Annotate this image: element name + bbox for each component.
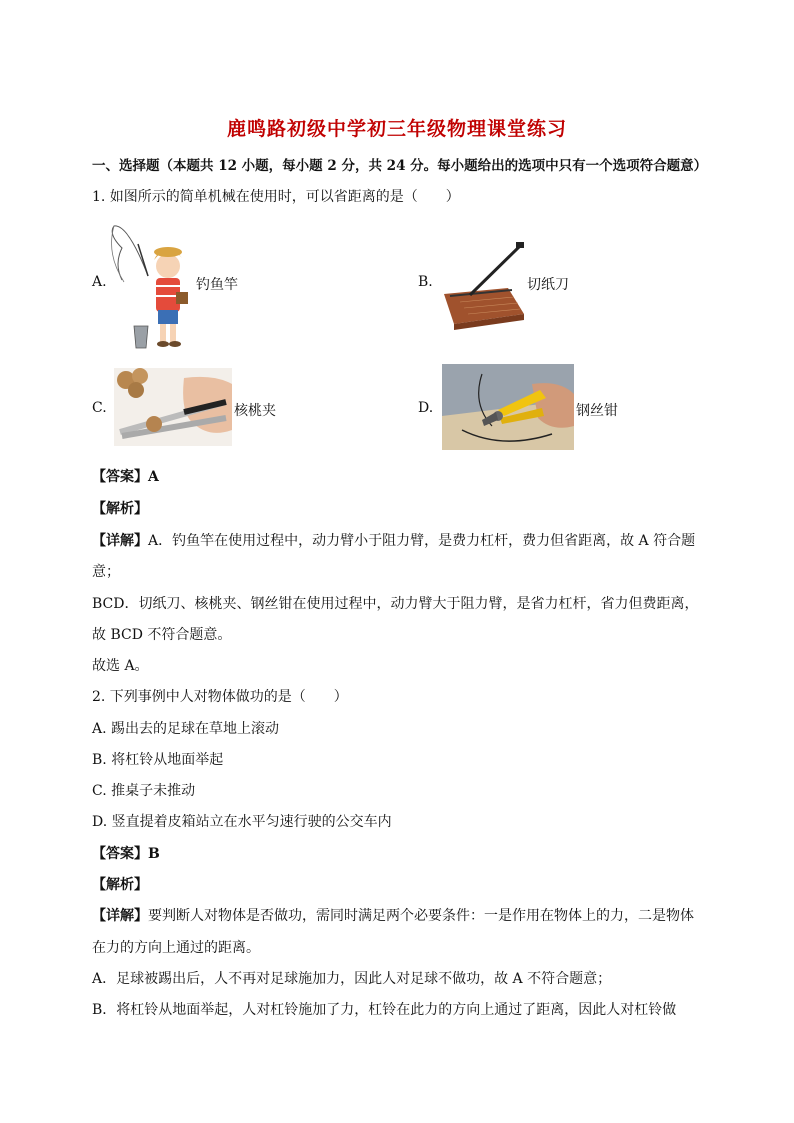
q2-stem: 2. 下列事例中人对物体做功的是（ ）	[92, 689, 348, 705]
q1-detail-line-4: 故 BCD 不符合题意。	[92, 627, 232, 643]
q2-option-a: A. 踢出去的足球在草地上滚动	[92, 721, 280, 737]
q1-option-a-letter: A.	[92, 274, 107, 290]
q2-detail-tag: 【详解】	[92, 908, 148, 924]
paper-cutter-icon	[440, 238, 526, 332]
fishing-boy-icon	[108, 214, 196, 350]
q1-option-c-letter: C.	[92, 400, 107, 416]
q2-option-c: C. 推桌子未推动	[92, 783, 196, 799]
pliers-icon	[442, 364, 574, 450]
q1-detail-tag: 【详解】	[92, 533, 148, 549]
q2-option-b: B. 将杠铃从地面举起	[92, 752, 224, 768]
q1-option-b-label: 切纸刀	[527, 277, 569, 293]
q2-detail-line-3: A．足球被踢出后，人不再对足球施加力，因此人对足球不做功，故 A 不符合题意；	[92, 971, 612, 987]
q2-detail-text-1: 要判断人对物体是否做功，需同时满足两个必要条件：一是作用在物体上的力，二是物体	[148, 908, 694, 924]
q1-conclusion: 故选 A。	[92, 658, 149, 674]
q2-option-d: D. 竖直提着皮箱站立在水平匀速行驶的公交车内	[92, 814, 392, 830]
q1-detail-line-2: 意；	[92, 564, 120, 580]
q1-detail-line-3: BCD．切纸刀、核桃夹、钢丝钳在使用过程中，动力臂大于阻力臂，是省力杠杆，省力但费距离，	[92, 596, 699, 612]
q1-analysis-heading: 【解析】	[92, 501, 148, 517]
q1-option-d-label: 钢丝钳	[576, 403, 618, 419]
page-title: 鹿鸣路初级中学初三年级物理课堂练习	[226, 118, 567, 140]
q2-detail-line-2: 在力的方向上通过的距离。	[92, 940, 260, 956]
q1-detail-line-1	[92, 530, 695, 550]
q1-option-d-letter: D.	[418, 400, 434, 416]
q1-option-a-label: 钓鱼竿	[196, 277, 238, 293]
q1-option-c-label: 核桃夹	[234, 403, 276, 419]
q2-detail-line-1	[92, 905, 694, 925]
q2-detail-line-4: B．将杠铃从地面举起，人对杠铃施加了力，杠铃在此力的方向上通过了距离，因此人对杠铃做	[92, 1002, 677, 1018]
q1-answer: 【答案】A	[92, 469, 159, 485]
q2-analysis-heading: 【解析】	[92, 877, 148, 893]
q1-option-b-letter: B.	[418, 274, 433, 290]
nutcracker-icon	[114, 368, 232, 446]
q2-answer: 【答案】B	[92, 846, 160, 862]
section-heading: 一、选择题（本题共 12 小题，每小题 2 分，共 24 分。每小题给出的选项中只有一个选项符合题意）	[92, 158, 708, 174]
q1-detail-text-1: A．钓鱼竿在使用过程中，动力臂小于阻力臂，是费力杠杆，费力但省距离，故 A 符合题	[148, 533, 696, 549]
q1-stem: 1. 如图所示的简单机械在使用时，可以省距离的是（ ）	[92, 189, 460, 205]
